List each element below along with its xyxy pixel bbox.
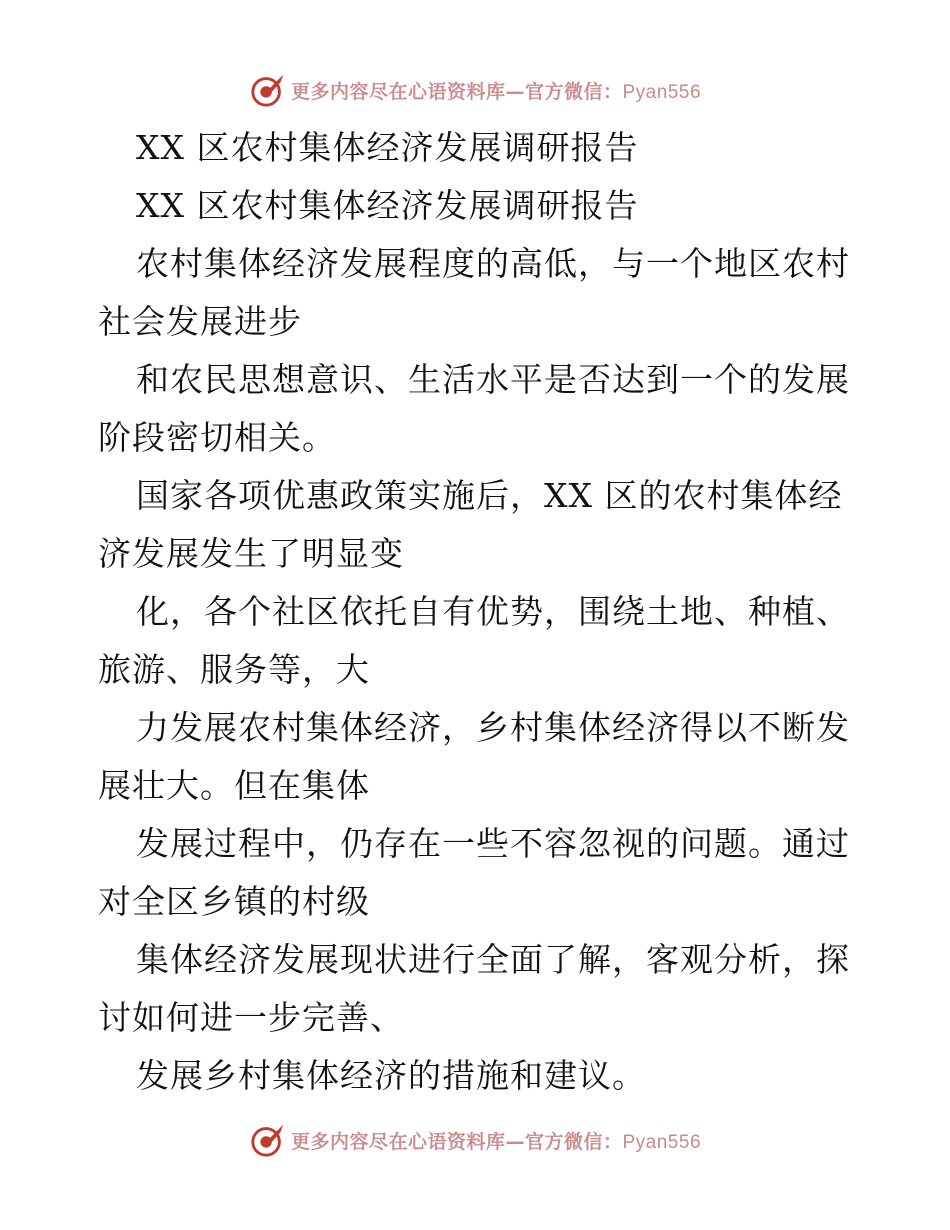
paragraph-line: 农村集体经济发展程度的高低，与一个地区农村 (136, 244, 850, 283)
paragraph-line: 力发展农村集体经济，乡村集体经济得以不断发 (136, 708, 850, 747)
watermark-text: 更多内容尽在心语资料库—官方微信：Pyan556 (290, 80, 702, 103)
paragraph-line: 社会发展进步 (98, 302, 302, 341)
paragraph-line: 国家各项优惠政策实施后，XX 区的农村集体经 (136, 476, 843, 515)
quill-logo-icon (249, 1121, 287, 1159)
paragraph-line: 对全区乡镇的村级 (98, 882, 370, 921)
paragraph-line: 讨如何进一步完善、 (98, 998, 404, 1037)
document-body (98, 119, 858, 1105)
paragraph-line: 发展乡村集体经济的措施和建议。 (136, 1056, 646, 1095)
paragraph-line: 发展过程中，仍存在一些不容忽视的问题。通过 (136, 824, 850, 863)
paragraph-line: 展壮大。但在集体 (98, 766, 370, 805)
paragraph-line: 济发展发生了明显变 (98, 534, 404, 573)
doc-subtitle: XX 区农村集体经济发展调研报告 (136, 186, 639, 225)
paragraph-line: 集体经济发展现状进行全面了解，客观分析，探 (136, 940, 850, 979)
watermark-footer (0, 1120, 950, 1160)
doc-title: XX 区农村集体经济发展调研报告 (136, 128, 639, 167)
quill-logo-icon (249, 71, 287, 109)
watermark-header (0, 70, 950, 110)
paragraph-line: 和农民思想意识、生活水平是否达到一个的发展 (136, 360, 850, 399)
paragraph-line: 旅游、服务等，大 (98, 650, 370, 689)
paragraph-line: 化，各个社区依托自有优势，围绕土地、种植、 (136, 592, 850, 631)
watermark-text: 更多内容尽在心语资料库—官方微信：Pyan556 (290, 1130, 702, 1153)
paragraph-line: 阶段密切相关。 (98, 418, 336, 457)
